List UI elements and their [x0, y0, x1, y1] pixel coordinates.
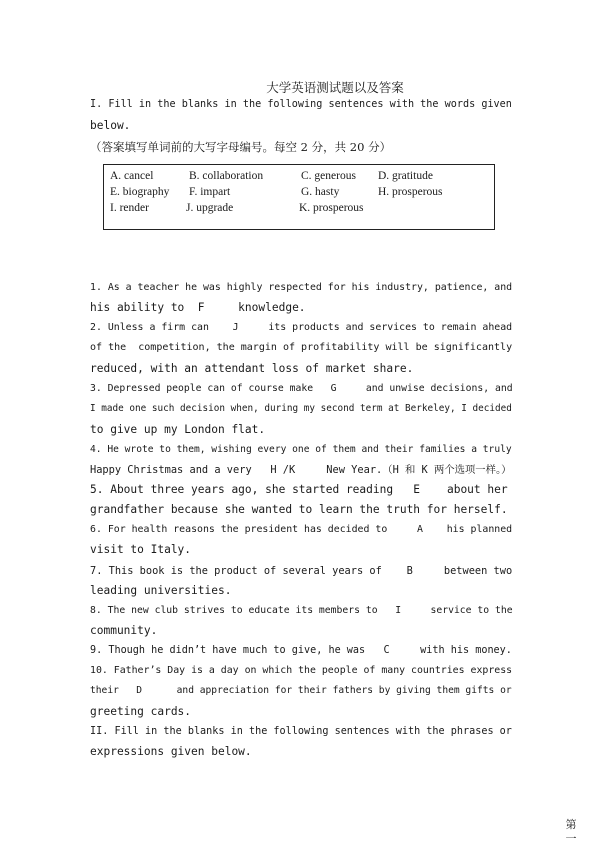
question-10-line-3: greeting cards. — [90, 704, 192, 718]
option-k: K. prosperous — [299, 202, 364, 214]
question-6 — [90, 520, 512, 561]
question-3 — [90, 379, 512, 440]
option-j: J. upgrade — [186, 202, 234, 214]
question-9 — [90, 641, 512, 661]
question-10-line-2: their D and appreciation for their fathers by giving them gifts or — [90, 685, 512, 697]
question-5-line-1: 5. About three years ago, she started reading E about her — [90, 483, 508, 496]
section2-heading-line1: II. Fill in the blanks in the following sentences with the phrases or — [90, 726, 512, 737]
option-e: E. biography — [110, 186, 170, 198]
page-number-mark: 第一 — [565, 818, 577, 845]
question-5 — [90, 480, 512, 521]
question-2-line-1: 2. Unless a firm can J its products and services to remain ahead — [90, 322, 513, 333]
question-2-line-2: of the competition, the margin of profitability will be significantly — [90, 342, 513, 354]
option-b: B. collaboration — [189, 170, 264, 182]
question-8 — [90, 601, 512, 642]
question-8-line-1: 8. The new club strives to educate its members to I service to the — [90, 605, 513, 616]
question-5-line-2: grandfather because she wanted to learn the truth for herself. — [90, 503, 508, 517]
word-options-box — [103, 164, 495, 230]
question-4-line-2: Happy Christmas and a very H /K New Year.（H 和 K 两个选项一样。） — [90, 464, 512, 477]
section1-heading-line2: below. — [90, 119, 131, 132]
question-9-line-1: 9. Though he didn’t have much to give, he was C with his money. — [90, 645, 512, 656]
question-1-line-2: his ability to F knowledge. — [90, 301, 306, 315]
question-7-line-1: 7. This book is the product of several years of B between two — [90, 565, 513, 577]
question-3-line-1: 3. Depressed people can of course make G and unwise decisions, and — [90, 383, 513, 394]
question-3-line-3: to give up my London flat. — [90, 422, 266, 436]
question-7 — [90, 561, 512, 602]
option-f: F. impart — [189, 186, 231, 198]
question-10 — [90, 661, 512, 722]
question-6-line-2: visit to Italy. — [90, 543, 192, 557]
option-c: C. generous — [301, 170, 356, 182]
page-title: 大学英语测试题以及答案 — [266, 80, 404, 95]
question-4-line-1: 4. He wrote to them, wishing every one of them and their families a truly — [90, 444, 512, 455]
question-2-line-3: reduced, with an attendant loss of market share. — [90, 361, 414, 375]
question-4 — [90, 440, 512, 481]
question-3-line-2: I made one such decision when, during my second term at Berkeley, I decided — [90, 403, 512, 415]
option-h: H. prosperous — [378, 186, 443, 198]
question-2 — [90, 318, 512, 379]
section2-heading-line2: expressions given below. — [90, 745, 252, 759]
section1-heading-line1: I. Fill in the blanks in the following sentences with the words given — [90, 99, 512, 110]
option-a: A. cancel — [110, 170, 154, 182]
question-1 — [90, 278, 512, 319]
question-6-line-1: 6. For health reasons the president has decided to A his planned — [90, 524, 513, 535]
question-7-line-2: leading universities. — [90, 584, 232, 598]
question-8-line-2: community. — [90, 624, 158, 638]
section1-scoring-note: （答案填写单词前的大写字母编号。每空 2 分，共 20 分） — [90, 140, 392, 154]
section2-heading — [90, 722, 512, 763]
option-d: D. gratitude — [378, 170, 433, 182]
question-1-line-1: 1. As a teacher he was highly respected for his industry, patience, and — [90, 282, 513, 293]
question-10-line-1: 10. Father’s Day is a day on which the people of many countries express — [90, 665, 513, 676]
option-i: I. render — [110, 202, 149, 214]
option-g: G. hasty — [301, 186, 340, 198]
